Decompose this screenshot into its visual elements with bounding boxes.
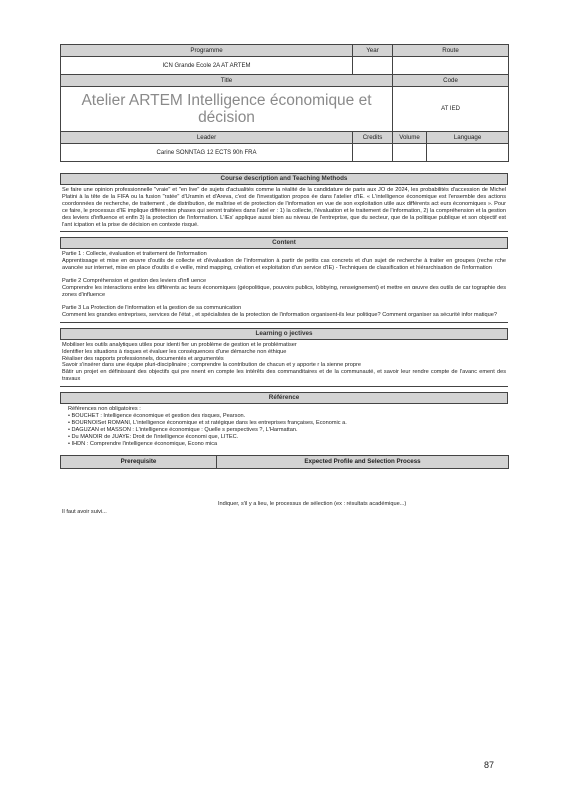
programme-value: ICN Grande Ecole 2A AT ARTEM [61, 57, 353, 75]
credits-value [353, 144, 393, 162]
content-part-3: Partie 3 La Protection de l'information et la gestion de sa communication Comment les grandes entreprises, services de l'état , et spécialistes de la protection de l'information organisent-ils leur politique? Comment organiser sa sécurité infor matique? [62, 304, 497, 318]
page-number: 87 [484, 760, 495, 770]
reference-item: • Du MANOIR de JUAYE: Droit de l'intelligence économi que, LITEC. [68, 434, 506, 441]
language-value [427, 144, 509, 162]
volume-value [393, 144, 427, 162]
course-title: Atelier ARTEM Intelligence économique et décision [61, 87, 393, 132]
prerequisite-text: Il faut avoir suivi... [62, 508, 107, 515]
code-label: Code [393, 75, 509, 87]
content-part-2: Partie 2 Compréhension et gestion des leviers d'infl uence Comprendre les interactions entre les différents ac teurs économiques (géopolitique, pouvoirs publics, lobbying, renseignement) et mettre en œuvre des outils de car tographie des zones d'influence [62, 278, 506, 298]
leader-label: Leader [61, 132, 353, 144]
programme-label: Programme [61, 45, 353, 57]
prerequisite-heading: Prerequisite [61, 455, 217, 468]
objectives-section [60, 328, 508, 387]
code-value: AT IED [393, 87, 509, 132]
content-part-1: Partie 1 : Collecte, évaluation et traitement de l'information Apprentissage et mise en œuvre d'outils de collecte et d'évaluation de l'information à partir de petits cas concrets et d'un sujet de recherche à traiter en groupes (reche rche avancée sur internet, mise en place d'outils d e veille, mind mapping, création et exploitation d'un service d'IE) - Techniques de classification et hiérarchisation de l'information [62, 251, 506, 272]
references-section [60, 392, 508, 450]
prerequisite-table [60, 455, 509, 469]
references-heading: Référence [60, 392, 508, 404]
prerequisite-body [60, 469, 508, 539]
objectives-text: Mobiliser les outils analytiques utiles pour identi fier un problème de gestion et le problématiser Identifier les situations à risques et évaluer les conséquences d'une démarche non éthique Réaliser des rapports professionnels, documentés et argumentés Savoir s'insérer dans une équipe pluri-disciplinaire ; comprendre la contribution de chacun et y apporte r la sienne propre Bâtir un projet en définissant des objectifs qui pre nnent en compte les intérêts des commanditaires et de la communauté, et savoir leur rendre compte de l'avanc ement des travaux [62, 341, 506, 383]
references-intro: Références non obligatoires : [68, 406, 141, 413]
content-heading: Content [60, 237, 508, 249]
objectives-heading: Learning o jectives [60, 328, 508, 340]
language-label: Language [427, 132, 509, 144]
references-list [62, 413, 506, 448]
reference-item: • BOURNOISet ROMANI, L'intelligence économique et st ratégique dans les entreprises françaises, Economic a. [68, 420, 506, 427]
year-value [353, 57, 393, 75]
description-section [60, 173, 508, 232]
profile-heading: Expected Profile and Selection Process [217, 455, 509, 468]
content-section [60, 237, 508, 322]
leader-value: Carine SONNTAG 12 ECTS 90h FRA [61, 144, 353, 162]
title-label: Title [61, 75, 393, 87]
profile-text: Indiquer, s'il y a lieu, le processus de sélection (ex : résultats académique...) [218, 500, 407, 507]
volume-label: Volume [393, 132, 427, 144]
course-sheet [60, 44, 508, 539]
route-value [393, 57, 509, 75]
reference-item: • IHDN : Comprendre l'intelligence économique, Econo mica [68, 441, 506, 448]
reference-item: • BOUCHET : Intelligence économique et gestion des risques, Pearson. [68, 413, 506, 420]
reference-item: • DAGUZAN et MASSON : L'intelligence économique : Quelle s perspectives ?, L'Harmattan. [68, 427, 506, 434]
course-header-table [60, 44, 509, 162]
credits-label: Credits [353, 132, 393, 144]
description-heading: Course description and Teaching Methods [60, 173, 508, 185]
year-label: Year [353, 45, 393, 57]
description-text: Se faire une opinion professionnelle "vraie" et "en live" de sujets d'actualités comme la réalité de la candidature de paris aux JO de 2024, les probabilités d'accession de Michel Platini à la tête de la FIFA ou la fusion "ratée" d'Uramin et d'Areva, c'est de l'investigation propos ée dans l'atelier d'IE. « L'intelligence économique est l'ensemble des actions coordonnées de recherche, de traitement , de distribution, de maîtrise et de protection de l'information en vue de son exploitation utile aux différents act eurs économiques ». Pour ce faire, le processus d'IE implique différentes phases qui seront traitées dans l'atel er : 1) la collecte, l'évaluation et le traitement de l'information, 2) la compréhension et la gestion des leviers d'influence et enfin 3) la protection de l'information. L'IEs' applique aussi bien au niveau de l'entreprise, que du secteur, que de la politique publique et son objectif est l'ant icipation et la prise de décision en contexte risqué. [62, 187, 506, 228]
route-label: Route [393, 45, 509, 57]
